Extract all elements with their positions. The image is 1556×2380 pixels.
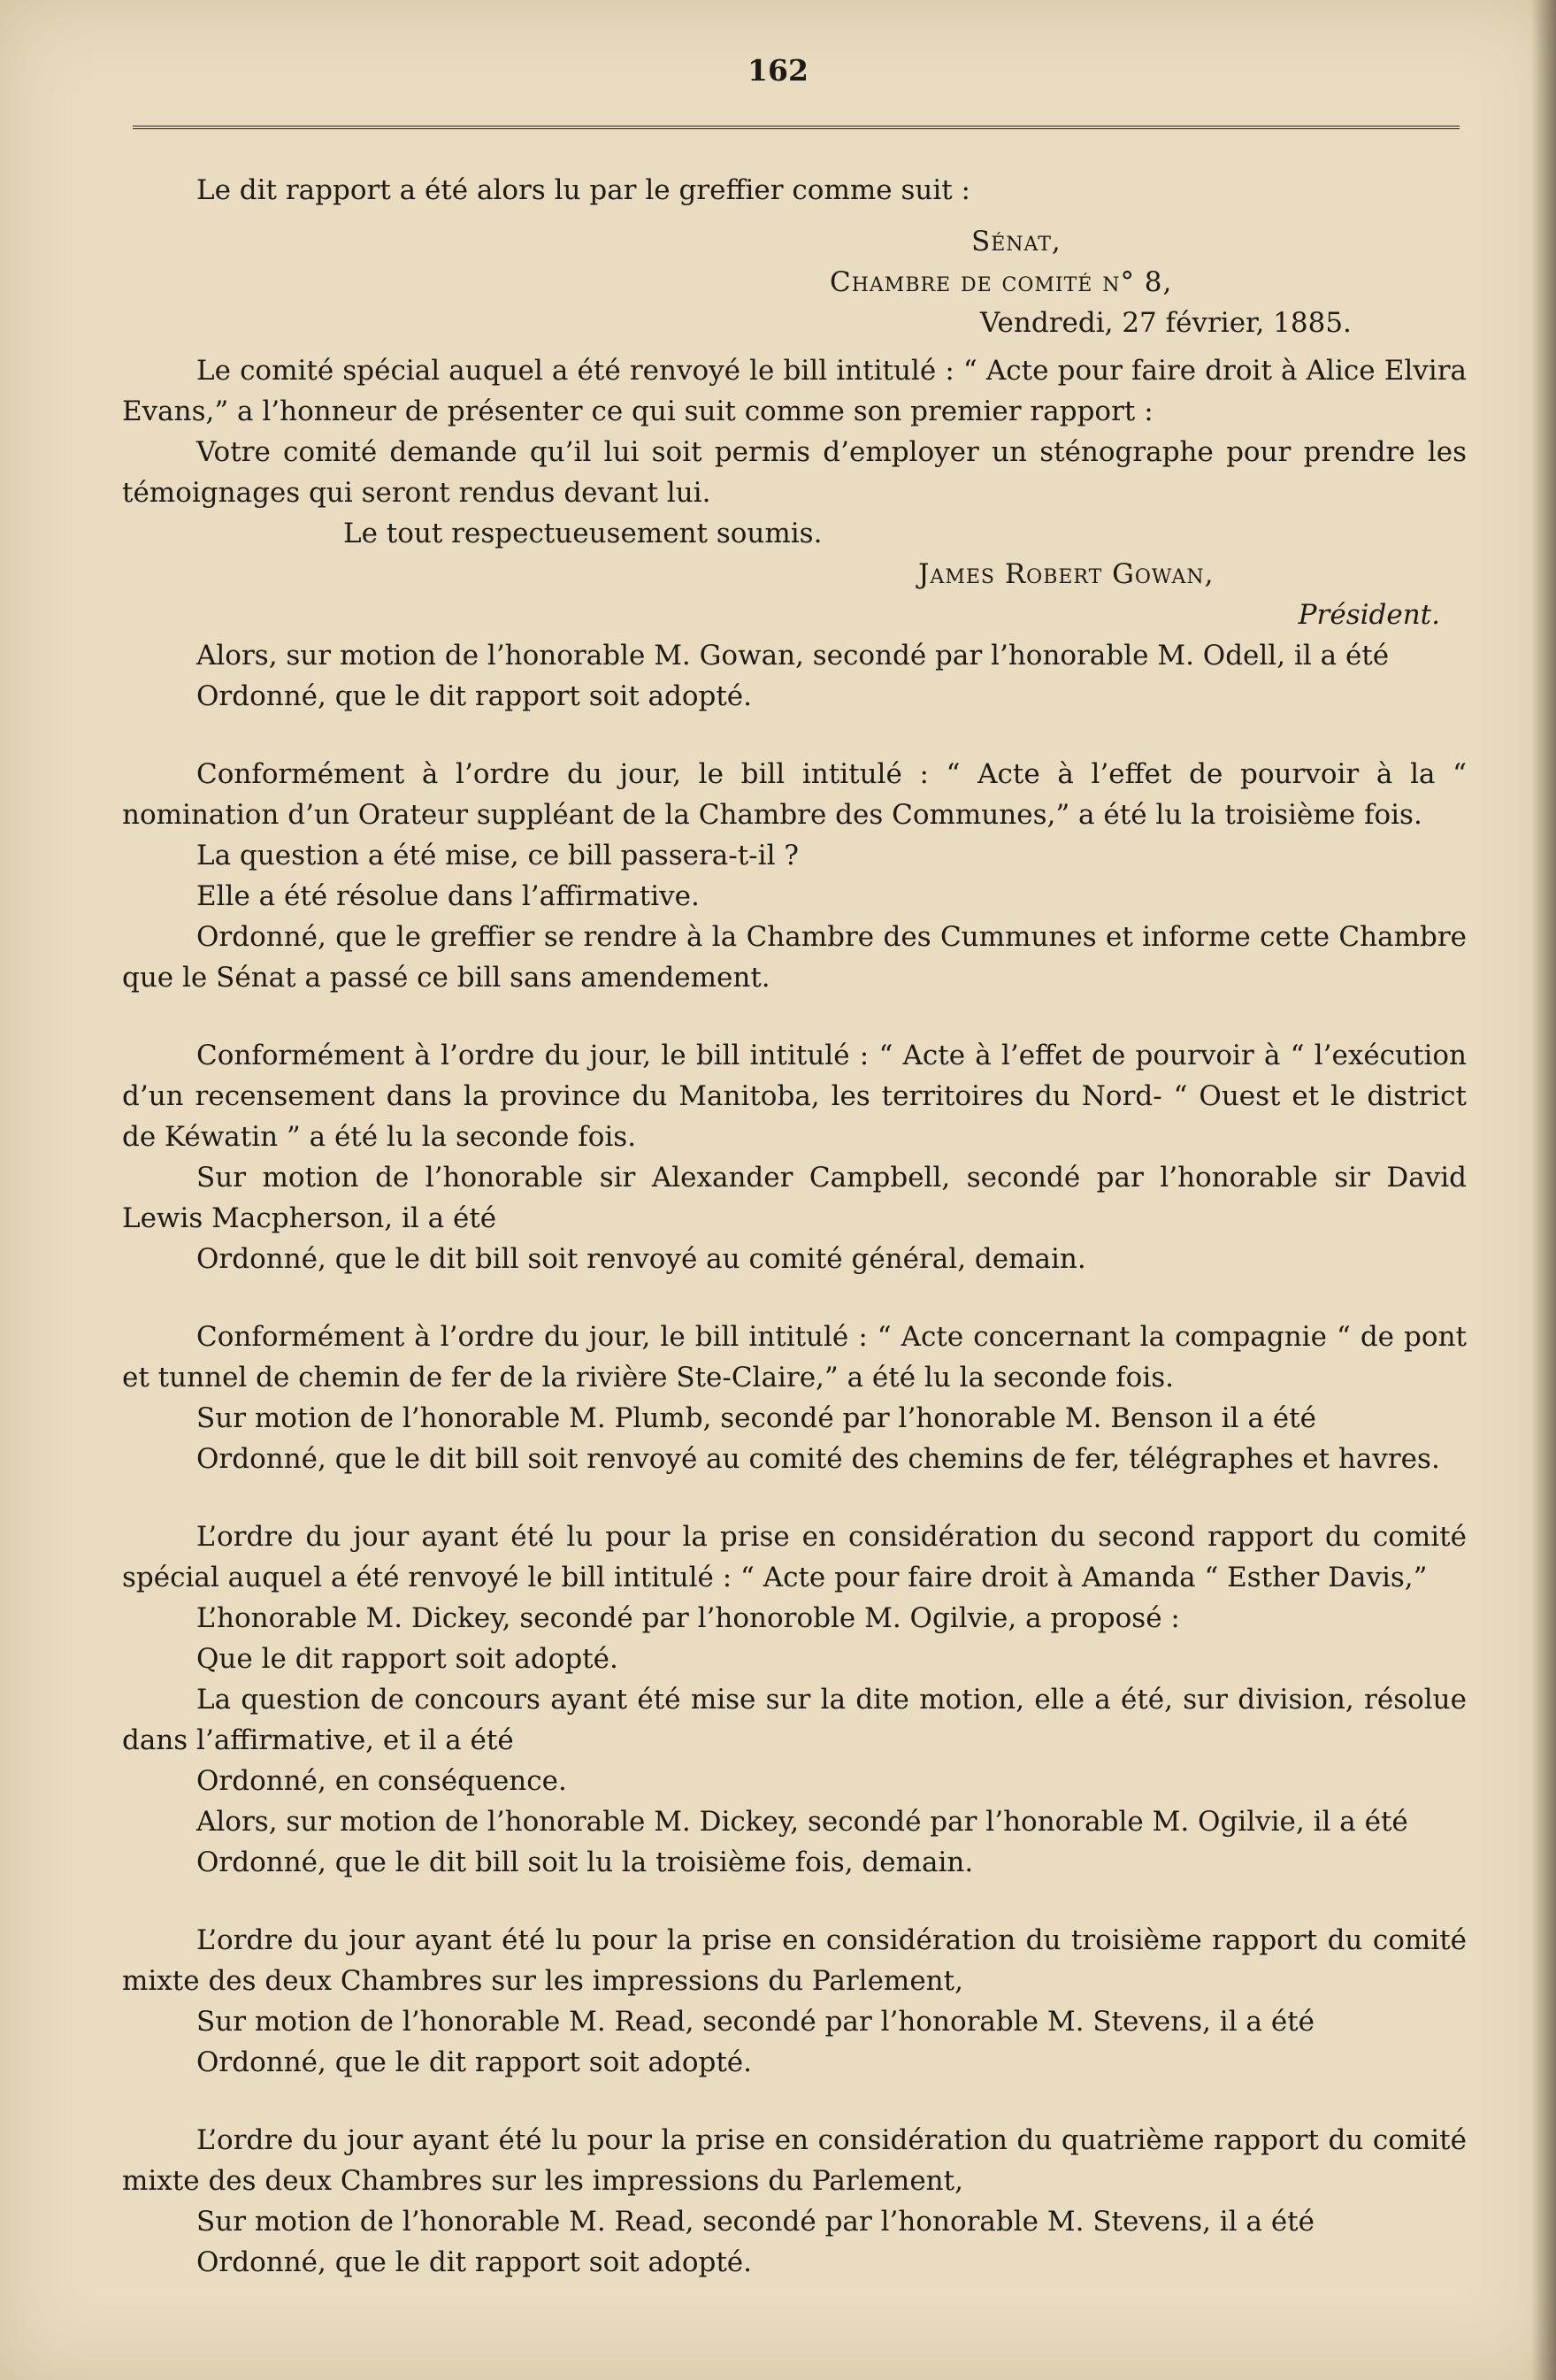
signature-name: James Robert Gowan, [918, 558, 1215, 590]
signature-title: Président. [1298, 599, 1440, 631]
proceeding-paragraph: La question de concours ayant été mise sur la dite motion, elle a été, sur division, résolue dans l’affirmative, et il a été [122, 1684, 1467, 1756]
proceeding-paragraph: L’ordre du jour ayant été lu pour la prise en considération du troisième rapport du comité mixte des deux Chambres sur les impressions du Parlement, [122, 1924, 1467, 1997]
proceeding-paragraph: Sur motion de l’honorable M. Plumb, secondé par l’honorable M. Benson il a été [196, 1402, 1316, 1434]
proceedings [122, 635, 1467, 2283]
proceeding-paragraph: Conformément à l’ordre du jour, le bill intitulé : “ Acte à l’effet de pourvoir à “ l’exécution d’un recensement dans la province du Manitoba, les territoires du Nord- “ Ouest et le district de Kéwatin ” a été lu la seconde fois. [122, 1040, 1467, 1153]
proceeding-paragraph: Ordonné, que le dit bill soit renvoyé au comité des chemins de fer, télégraphes et havres. [196, 1443, 1440, 1475]
proceeding-paragraph: L’ordre du jour ayant été lu pour la prise en considération du second rapport du comité spécial auquel a été renvoyé le bill intitulé : “ Acte pour faire droit à Amanda “ Esther Davis,” [122, 1521, 1467, 1593]
proceeding-paragraph: Ordonné, que le dit bill soit renvoyé au comité général, demain. [196, 1243, 1086, 1275]
proceeding-paragraph: Ordonné, que le dit rapport soit adopté. [196, 680, 752, 712]
proceeding-paragraph: Alors, sur motion de l’honorable M. Gowan, secondé par l’honorable M. Odell, il a été [196, 640, 1390, 672]
page-header [0, 53, 1556, 88]
report-paragraph: Le comité spécial auquel a été renvoyé le bill intitulé : “ Acte pour faire droit à Alice Elvira Evans,” a l’honneur de présenter ce qui suit comme son premier rapport : [122, 355, 1467, 427]
header-rule [133, 126, 1460, 129]
page-content [122, 170, 1467, 2283]
report-paragraph: Votre comité demande qu’il lui soit permis d’employer un sténographe pour prendre les témoignages qui seront rendus devant lui. [122, 436, 1467, 509]
report-date: Vendredi, 27 février, 1885. [980, 307, 1352, 339]
proceeding-paragraph: Que le dit rapport soit adopté. [196, 1643, 618, 1675]
proceeding-paragraph: Ordonné, que le dit bill soit lu la troisième fois, demain. [196, 1846, 974, 1878]
report-header [122, 221, 1467, 343]
proceeding-paragraph: Sur motion de l’honorable M. Read, secondé par l’honorable M. Stevens, il a été [196, 2206, 1315, 2238]
proceeding-paragraph: Ordonné, que le dit rapport soit adopté. [196, 2246, 752, 2278]
proceeding-paragraph: Ordonné, que le dit rapport soit adopté. [196, 2046, 752, 2078]
proceeding-paragraph: Alors, sur motion de l’honorable M. Dickey, secondé par l’honorable M. Ogilvie, il a été [196, 1806, 1408, 1838]
proceeding-paragraph: Ordonné, que le greffier se rendre à la Chambre des Cummunes et informe cette Chambre que le Sénat a passé ce bill sans amendement. [122, 921, 1467, 994]
proceeding-paragraph: Sur motion de l’honorable sir Alexander Campbell, secondé par l’honorable sir David Lewis Macpherson, il a été [122, 1162, 1467, 1234]
proceeding-paragraph: Conformément à l’ordre du jour, le bill intitulé : “ Acte concernant la compagnie “ de pont et tunnel de chemin de fer de la rivière Ste-Claire,” a été lu la seconde fois. [122, 1321, 1467, 1393]
report-chambre: Chambre de comité n° 8, [830, 266, 1173, 298]
proceeding-paragraph: L’honorable M. Dickey, secondé par l’honoroble M. Ogilvie, a proposé : [196, 1602, 1180, 1634]
report-senat: Sénat, [971, 226, 1062, 257]
proceeding-paragraph: Conformément à l’ordre du jour, le bill intitulé : “ Acte à l’effet de pourvoir à la “ nomination d’un Orateur suppléant de la Chambre des Communes,” a été lu la troisième fois. [122, 758, 1467, 831]
proceeding-paragraph: La question a été mise, ce bill passera-t-il ? [196, 840, 799, 871]
proceeding-paragraph: Ordonné, en conséquence. [196, 1765, 567, 1797]
page-number: 162 [747, 53, 809, 88]
report-closing: Le tout respectueusement soumis. [343, 518, 823, 549]
proceeding-paragraph: Sur motion de l’honorable M. Read, secondé par l’honorable M. Stevens, il a été [196, 2006, 1315, 2038]
proceeding-paragraph: Elle a été résolue dans l’affirmative. [196, 880, 700, 912]
report-intro: Le dit rapport a été alors lu par le greffier comme suit : [196, 174, 970, 206]
proceeding-paragraph: L’ordre du jour ayant été lu pour la prise en considération du quatrième rapport du comité mixte des deux Chambres sur les impressions du Parlement, [122, 2124, 1467, 2197]
page-edge-shadow [1531, 0, 1556, 2380]
